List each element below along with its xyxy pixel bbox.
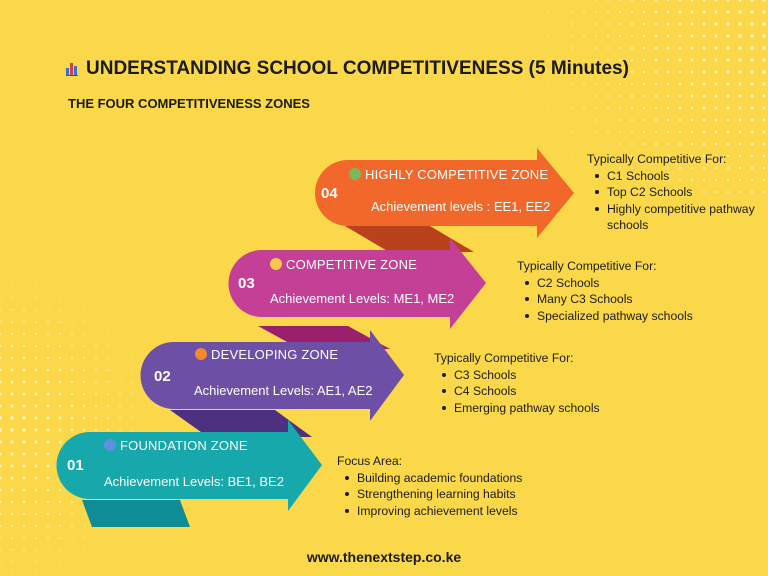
zone-04-description [587, 151, 755, 234]
zone-03-description [517, 258, 693, 324]
zone-04-number: 04 [321, 185, 338, 202]
section-subtitle: THE FOUR COMPETITIVENESS ZONES [68, 96, 310, 111]
zone-03-arrow [228, 238, 486, 329]
list-item: Top C2 Schools [607, 184, 755, 201]
zone-04-levels: Achievement levels : EE1, EE2 [371, 199, 551, 214]
list-item: Improving achievement levels [357, 503, 522, 520]
zone-01-dot-icon [104, 439, 116, 451]
zone-02-name: DEVELOPING ZONE [211, 347, 339, 362]
zone-02-description [434, 350, 600, 416]
zone-04-dot-icon [349, 168, 361, 180]
list-item: C3 Schools [454, 367, 600, 384]
zone-01-name: FOUNDATION ZONE [120, 438, 248, 453]
zone-02-levels: Achievement Levels: AE1, AE2 [194, 383, 373, 398]
website-footer: www.thenextstep.co.ke [306, 549, 462, 565]
zone-01-arrow [56, 420, 322, 511]
zone-04-name: HIGHLY COMPETITIVE ZONE [365, 167, 549, 182]
list-item: Strengthening learning habits [357, 486, 522, 503]
zone-02-arrow [141, 330, 405, 421]
list-item: C4 Schools [454, 383, 600, 400]
list-item: Emerging pathway schools [454, 400, 600, 415]
zone-01-description-heading: Focus Area: [337, 454, 403, 468]
zone-01-description [337, 453, 522, 519]
zone-02-description-heading: Typically Competitive For: [434, 351, 574, 365]
list-item: Many C3 Schools [537, 291, 693, 308]
zone-04-description-heading: Typically Competitive For: [587, 152, 727, 166]
list-item: Specialized pathway schools [537, 308, 693, 323]
list-item: C2 Schools [537, 275, 693, 292]
list-item: Highly competitive pathway [607, 201, 755, 216]
zone-03-name: COMPETITIVE ZONE [286, 257, 418, 272]
zone-03-levels: Achievement Levels: ME1, ME2 [270, 291, 455, 306]
zone-01-levels: Achievement Levels: BE1, BE2 [104, 474, 284, 489]
zone-02-number: 02 [154, 368, 171, 385]
zone-04-arrow [315, 148, 574, 238]
zone-01-number: 01 [67, 457, 84, 474]
zone-01-stair [82, 500, 190, 527]
list-item: Building academic foundations [357, 470, 523, 485]
list-item: C1 Schools [607, 168, 755, 185]
zone-03-number: 03 [238, 275, 255, 292]
zone-02-dot-icon [195, 348, 207, 360]
zone-03-description-heading: Typically Competitive For: [517, 259, 657, 273]
page-title-text: UNDERSTANDING SCHOOL COMPETITIVENESS (5 Minutes) [86, 58, 629, 79]
list-item-continuation: schools [607, 218, 649, 232]
zone-03-dot-icon [270, 258, 282, 270]
